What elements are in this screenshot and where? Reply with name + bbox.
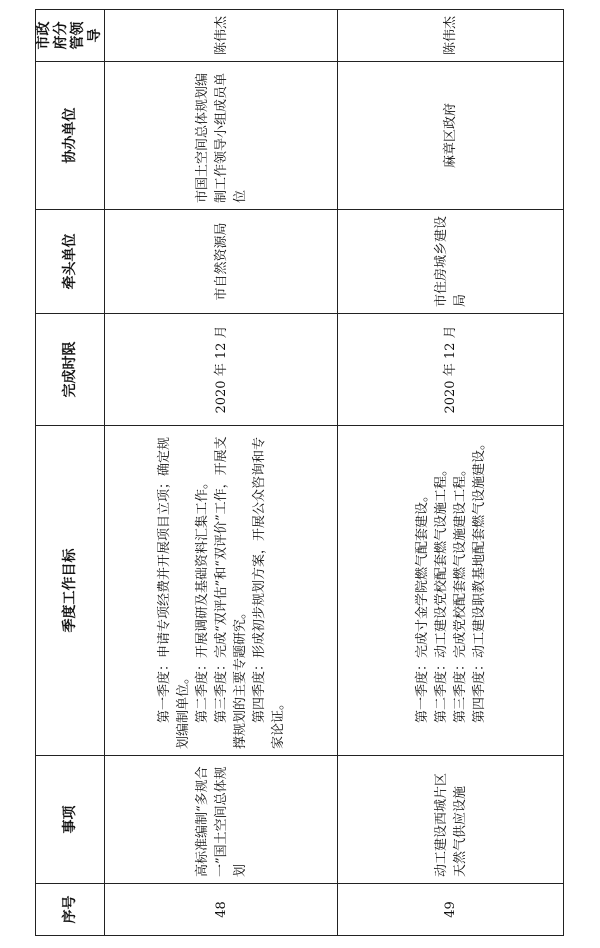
goal-q2: 第二季度：动工建设党校配套燃气设施工程。 bbox=[433, 462, 449, 723]
row-lead-unit: 市住房城乡建设局 bbox=[338, 210, 564, 314]
row-assist-unit: 市国土空间总体规划编制工作领导小组成员单位 bbox=[105, 62, 338, 210]
work-target-table bbox=[35, 9, 564, 936]
goal-q1: 第一季度：完成寸金学院燃气配套建设。 bbox=[414, 488, 430, 723]
header-assist-unit: 协办单位 bbox=[36, 62, 105, 210]
header-index: 序号 bbox=[36, 884, 105, 936]
row-leader: 陈伟杰 bbox=[105, 10, 338, 62]
row-deadline: 2020 年 12 月 bbox=[338, 314, 564, 426]
row-item: 高标准编制“多规合一”国土空间总体规划 bbox=[105, 756, 338, 884]
goal-q2: 第二季度：开展调研及基础资料汇集工作。 bbox=[194, 475, 210, 723]
header-deadline: 完成时限 bbox=[36, 314, 105, 426]
table-header-row bbox=[36, 10, 105, 936]
header-leader: 市政府分管领导 bbox=[36, 10, 105, 62]
header-lead-unit: 牵头单位 bbox=[36, 210, 105, 314]
row-goals bbox=[338, 426, 564, 756]
goal-q4: 第四季度：动工建设职教基地配套燃气设施建设。 bbox=[471, 436, 487, 723]
row-item: 动工建设西城片区天然气供应设施 bbox=[338, 756, 564, 884]
row-leader: 陈伟杰 bbox=[338, 10, 564, 62]
row-deadline: 2020 年 12 月 bbox=[105, 314, 338, 426]
header-goals: 季度工作目标 bbox=[36, 426, 105, 756]
goal-q4: 第四季度：形成初步规划方案，开展公众咨询和专家论证。 bbox=[251, 436, 286, 749]
row-index: 48 bbox=[105, 884, 338, 936]
goal-q3: 第三季度：完成“双评估”和“双评价”工作，开展支撑规划的主要专题研究。 bbox=[213, 436, 248, 749]
table-row bbox=[105, 10, 338, 936]
table-row bbox=[338, 10, 564, 936]
row-assist-unit: 麻章区政府 bbox=[338, 62, 564, 210]
goal-q3: 第三季度：完成党校配套燃气设施建设工程。 bbox=[452, 462, 468, 723]
row-lead-unit: 市自然资源局 bbox=[105, 210, 338, 314]
row-index: 49 bbox=[338, 884, 564, 936]
header-item: 事项 bbox=[36, 756, 105, 884]
row-goals bbox=[105, 426, 338, 756]
goal-q1: 第一季度：申请专项经费并开展项目立项；确定规划编制单位。 bbox=[156, 436, 191, 749]
